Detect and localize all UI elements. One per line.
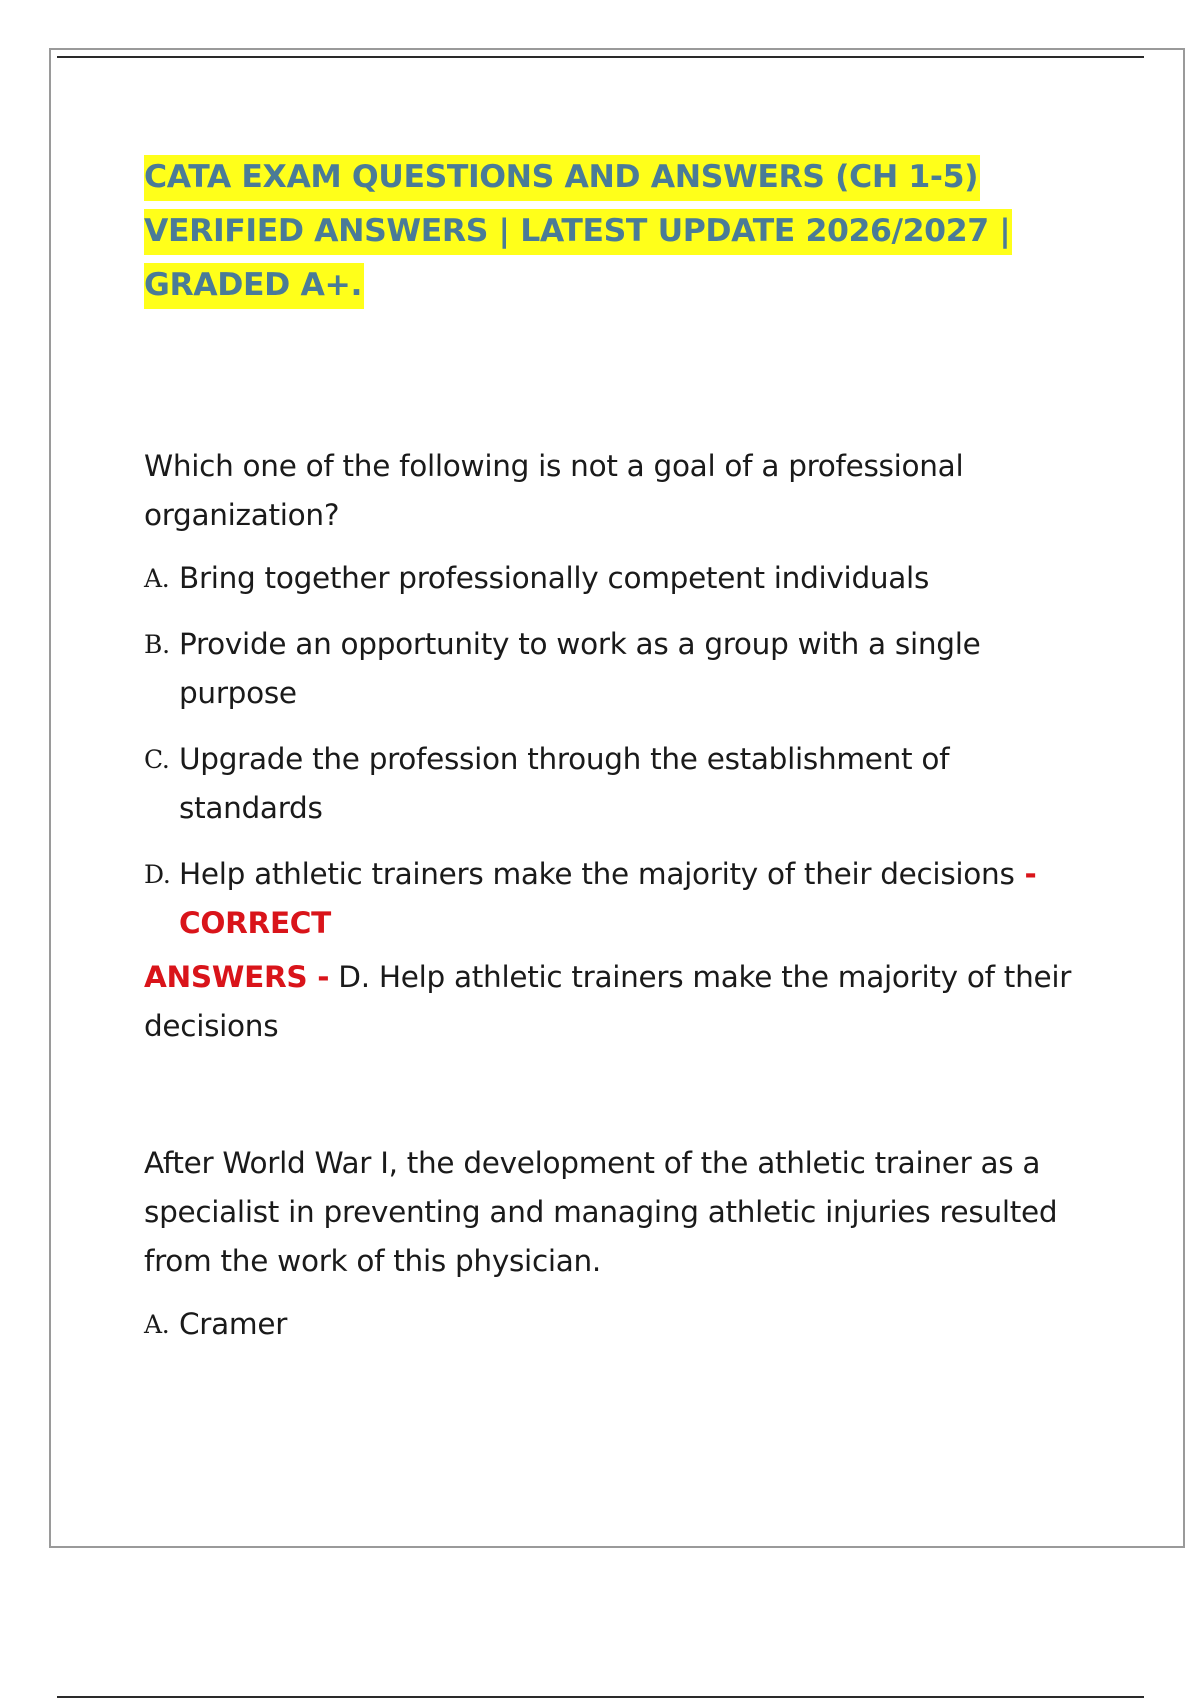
question-block [144,442,1074,1051]
option-a [144,554,1074,603]
document-content [144,150,1074,1366]
option-c [144,735,1074,833]
option-letter: D. [144,860,171,889]
document-title [144,150,1074,312]
question-text: Which one of the following is not a goal of a professional organization? [144,449,964,532]
option-text: Upgrade the profession through the establishment of standards [179,742,950,825]
answer-label: ANSWERS - [144,960,330,994]
options-list [144,554,1074,948]
option-a [144,1300,1074,1349]
title-line: CATA EXAM QUESTIONS AND ANSWERS (CH 1-5) [144,155,980,201]
option-text: Bring together professionally competent individuals [179,561,930,595]
question-text: After World War I, the development of the athletic trainer as a specialist in preventing and managing athletic injuries resulted from the work of this physician. [144,1146,1058,1278]
correct-marker: - CORRECT [179,857,1037,940]
option-letter: B. [144,630,170,659]
option-d [144,850,1074,948]
answer-text: D. Help athletic trainers make the majority of their decisions [144,960,1072,1043]
bottom-rule [57,1696,1144,1698]
question-block [144,1139,1074,1349]
option-b [144,620,1074,718]
option-letter: C. [144,745,170,774]
title-line: GRADED A+. [144,263,364,309]
option-letter: A. [144,1310,170,1339]
top-rule [57,56,1144,58]
option-letter: A. [144,564,170,593]
option-text: Cramer [179,1307,288,1341]
answer-line [144,953,1074,1051]
title-line: VERIFIED ANSWERS | LATEST UPDATE 2026/2027 | [144,209,1012,255]
option-text: Provide an opportunity to work as a group with a single purpose [179,627,981,710]
option-text: Help athletic trainers make the majority of their decisions [179,857,1015,891]
options-list [144,1300,1074,1349]
